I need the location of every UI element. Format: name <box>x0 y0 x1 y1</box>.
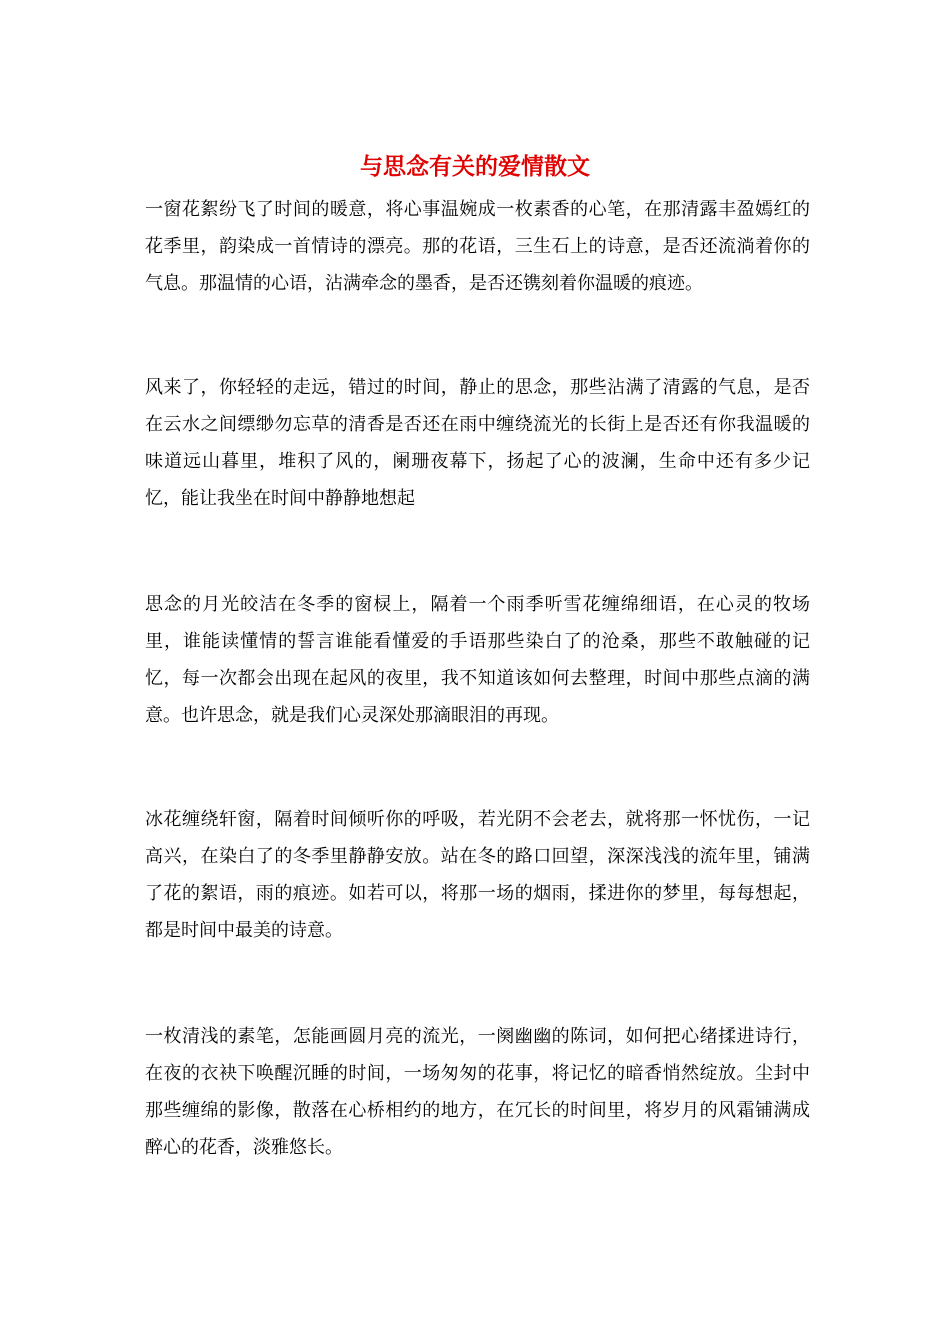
paragraph-1: 一窗花絮纷飞了时间的暖意，将心事温婉成一枚素香的心笔，在那清露丰盈嫣红的花季里，韵染成一首情诗的漂亮。那的花语，三生石上的诗意，是否还流淌着你的气息。那温情的心语，沾满牵念的墨香，是否还镌刻着你温暖的痕迹。 <box>145 199 810 294</box>
page-title: 与思念有关的爱情散文 <box>360 154 590 180</box>
paragraph-2: 风来了，你轻轻的走远，错过的时间，静止的思念，那些沾满了清露的气息，是否在云水之间缥缈勿忘草的清香是否还在雨中缠绕流光的长街上是否还有你我温暖的味道远山暮里，堆积了风的，阑珊夜幕下，扬起了心的波澜，生命中还有多少记忆，能让我坐在时间中静静地想起 <box>145 377 810 509</box>
paragraph-3: 思念的月光皎洁在冬季的窗棂上，隔着一个雨季听雪花缠绵细语，在心灵的牧场里，谁能读懂情的誓言谁能看懂爱的手语那些染白了的沧桑，那些不敢触碰的记忆，每一次都会出现在起风的夜里，我不知道该如何去整理，时间中那些点滴的满意。也许思念，就是我们心灵深处那滴眼泪的再现。 <box>145 594 810 726</box>
paragraph-5: 一枚清浅的素笔，怎能画圆月亮的流光，一阕幽幽的陈词，如何把心绪揉进诗行，在夜的衣袂下唤醒沉睡的时间，一场匆匆的花事，将记忆的暗香悄然绽放。尘封中那些缠绵的影像，散落在心桥相约的地方，在冗长的时间里，将岁月的风霜铺满成醉心的花香，淡雅悠长。 <box>145 1026 810 1158</box>
paragraph-4: 冰花缠绕轩窗，隔着时间倾听你的呼吸，若光阴不会老去，就将那一怀忧伤，一记高兴，在染白了的冬季里静静安放。站在冬的路口回望，深深浅浅的流年里，铺满了花的絮语，雨的痕迹。如若可以，将那一场的烟雨，揉进你的梦里，每每想起，都是时间中最美的诗意。 <box>145 809 810 941</box>
